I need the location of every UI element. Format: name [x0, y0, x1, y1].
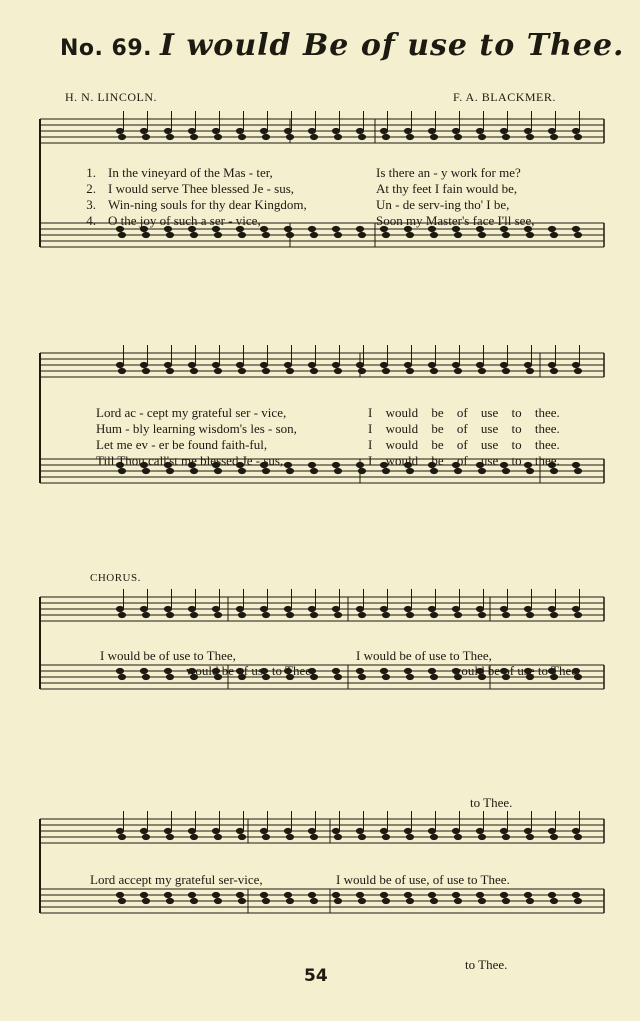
note-head: [572, 362, 579, 367]
note-head: [502, 134, 509, 139]
note-head: [574, 368, 581, 373]
note-head: [334, 232, 341, 237]
note-head: [548, 362, 555, 367]
lyricist-credit: H. N. LINCOLN.: [65, 90, 157, 104]
note-head: [500, 828, 507, 833]
note-head: [478, 232, 485, 237]
note-head: [358, 468, 365, 473]
note-head: [286, 232, 293, 237]
note-head: [190, 368, 197, 373]
note-head: [284, 128, 291, 133]
note-head: [212, 362, 219, 367]
note-head: [572, 462, 579, 467]
chorus-line-a1: I would be of use to Thee,: [100, 648, 236, 663]
note-head: [356, 462, 363, 467]
note-head: [140, 828, 147, 833]
note-head: [310, 134, 317, 139]
note-head: [430, 134, 437, 139]
note-head: [334, 612, 341, 617]
note-head: [142, 468, 149, 473]
note-head: [406, 612, 413, 617]
note-head: [214, 612, 221, 617]
note-head: [190, 898, 197, 903]
note-head: [334, 834, 341, 839]
note-head: [190, 612, 197, 617]
note-head: [308, 128, 315, 133]
note-head: [262, 834, 269, 839]
note-head: [188, 828, 195, 833]
note-head: [550, 134, 557, 139]
note-head: [214, 232, 221, 237]
note-head: [406, 898, 413, 903]
note-head: [214, 898, 221, 903]
note-head: [142, 834, 149, 839]
note-head: [430, 674, 437, 679]
chorus-final-line-1: Lord accept my grateful ser-vice,: [90, 872, 263, 887]
page-number: 54: [304, 966, 328, 986]
note-head: [166, 898, 173, 903]
note-head: [478, 834, 485, 839]
chorus-label: CHORUS.: [90, 572, 141, 584]
note-head: [116, 892, 123, 897]
note-head: [524, 892, 531, 897]
note-head: [454, 232, 461, 237]
note-head: [334, 468, 341, 473]
note-head: [284, 362, 291, 367]
note-head: [284, 226, 291, 231]
verse-4-line-2: Soon my Master's face I'll see,: [376, 213, 535, 228]
note-head: [526, 134, 533, 139]
note-head: [310, 898, 317, 903]
to-thee-lower: to Thee.: [465, 957, 508, 972]
note-head: [262, 468, 269, 473]
hymn-number: No. 69.: [60, 36, 153, 61]
note-head: [454, 468, 461, 473]
note-head: [188, 892, 195, 897]
note-head: [382, 368, 389, 373]
note-head: [308, 828, 315, 833]
note-head: [142, 898, 149, 903]
note-head: [310, 834, 317, 839]
note-head: [526, 612, 533, 617]
note-head: [356, 828, 363, 833]
note-head: [452, 128, 459, 133]
note-head: [334, 898, 341, 903]
note-head: [238, 134, 245, 139]
note-head: [356, 226, 363, 231]
note-head: [382, 898, 389, 903]
note-head: [286, 468, 293, 473]
verse-1-line-1: 1. In the vineyard of the Mas - ter,: [86, 165, 273, 180]
note-head: [502, 368, 509, 373]
note-head: [332, 362, 339, 367]
note-head: [164, 362, 171, 367]
note-head: [478, 368, 485, 373]
note-head: [430, 368, 437, 373]
note-head: [550, 834, 557, 839]
verse-3-line-3: Let me ev - er be found faith-ful,: [96, 437, 268, 452]
note-head: [478, 898, 485, 903]
verse-2-line-4: I would be of use to thee.: [368, 421, 560, 436]
note-head: [404, 362, 411, 367]
note-head: [478, 612, 485, 617]
note-head: [238, 612, 245, 617]
note-head: [140, 128, 147, 133]
note-head: [118, 232, 125, 237]
note-head: [500, 362, 507, 367]
note-head: [260, 828, 267, 833]
note-head: [164, 828, 171, 833]
note-head: [428, 606, 435, 611]
note-head: [212, 128, 219, 133]
note-head: [382, 468, 389, 473]
note-head: [166, 232, 173, 237]
note-head: [140, 668, 147, 673]
note-head: [284, 892, 291, 897]
note-head: [574, 612, 581, 617]
note-head: [284, 462, 291, 467]
note-head: [406, 368, 413, 373]
note-head: [380, 668, 387, 673]
note-head: [500, 128, 507, 133]
note-head: [286, 612, 293, 617]
note-head: [380, 128, 387, 133]
note-head: [382, 232, 389, 237]
note-head: [548, 226, 555, 231]
note-head: [260, 128, 267, 133]
note-head: [574, 898, 581, 903]
note-head: [284, 828, 291, 833]
note-head: [502, 468, 509, 473]
note-head: [548, 828, 555, 833]
note-head: [502, 898, 509, 903]
note-head: [380, 828, 387, 833]
note-head: [356, 362, 363, 367]
note-head: [334, 674, 341, 679]
chorus-line-b1: I would be of use to Thee,: [356, 648, 492, 663]
composer-credit: F. A. BLACKMER.: [453, 90, 556, 104]
note-head: [310, 468, 317, 473]
note-head: [212, 892, 219, 897]
note-head: [142, 674, 149, 679]
note-head: [478, 134, 485, 139]
note-head: [526, 232, 533, 237]
verse-1-line-4: I would be of use to thee.: [368, 405, 560, 420]
chorus-final-line-2: I would be of use, of use to Thee.: [336, 872, 510, 887]
note-head: [236, 892, 243, 897]
note-head: [356, 668, 363, 673]
note-head: [454, 368, 461, 373]
note-head: [550, 898, 557, 903]
note-head: [188, 128, 195, 133]
note-head: [332, 668, 339, 673]
note-head: [164, 128, 171, 133]
note-head: [380, 362, 387, 367]
note-head: [166, 134, 173, 139]
note-head: [164, 892, 171, 897]
note-head: [550, 468, 557, 473]
note-head: [212, 606, 219, 611]
note-head: [142, 368, 149, 373]
note-head: [404, 892, 411, 897]
note-head: [574, 834, 581, 839]
note-head: [116, 668, 123, 673]
note-head: [238, 368, 245, 373]
note-head: [428, 668, 435, 673]
note-head: [406, 134, 413, 139]
note-head: [452, 362, 459, 367]
note-head: [260, 606, 267, 611]
note-head: [382, 134, 389, 139]
verse-4-line-1: 4. O the joy of such a ser - vice,: [86, 213, 261, 228]
note-head: [308, 226, 315, 231]
note-head: [116, 828, 123, 833]
note-head: [260, 362, 267, 367]
verse-3-line-2: Un - de serv-ing tho' I be,: [376, 197, 510, 212]
note-head: [404, 128, 411, 133]
note-head: [430, 834, 437, 839]
note-head: [214, 134, 221, 139]
note-head: [454, 134, 461, 139]
note-head: [166, 612, 173, 617]
note-head: [572, 128, 579, 133]
note-head: [452, 606, 459, 611]
note-head: [550, 232, 557, 237]
note-head: [548, 128, 555, 133]
note-head: [140, 362, 147, 367]
note-head: [212, 828, 219, 833]
note-head: [140, 892, 147, 897]
note-head: [454, 898, 461, 903]
note-head: [260, 226, 267, 231]
note-head: [332, 892, 339, 897]
note-head: [118, 368, 125, 373]
to-thee-upper: to Thee.: [470, 795, 513, 810]
note-head: [236, 362, 243, 367]
note-head: [286, 898, 293, 903]
note-head: [406, 674, 413, 679]
note-head: [380, 606, 387, 611]
note-head: [260, 892, 267, 897]
note-head: [332, 128, 339, 133]
note-head: [310, 368, 317, 373]
note-head: [356, 892, 363, 897]
note-head: [548, 606, 555, 611]
note-head: [118, 612, 125, 617]
note-head: [308, 362, 315, 367]
note-head: [382, 612, 389, 617]
note-head: [166, 468, 173, 473]
note-head: [550, 612, 557, 617]
note-head: [358, 368, 365, 373]
note-head: [236, 128, 243, 133]
note-head: [332, 828, 339, 833]
verse-4-line-3: Till Thou call'st me blessed Je - sus,: [96, 453, 284, 468]
note-head: [142, 134, 149, 139]
note-head: [332, 226, 339, 231]
note-head: [358, 134, 365, 139]
note-head: [382, 834, 389, 839]
note-head: [332, 462, 339, 467]
note-head: [358, 612, 365, 617]
note-head: [166, 834, 173, 839]
note-head: [478, 468, 485, 473]
note-head: [500, 606, 507, 611]
note-head: [332, 606, 339, 611]
note-head: [404, 606, 411, 611]
note-head: [404, 828, 411, 833]
note-head: [262, 612, 269, 617]
note-head: [238, 898, 245, 903]
note-head: [454, 612, 461, 617]
note-head: [406, 468, 413, 473]
note-head: [380, 892, 387, 897]
verse-2-line-2: At thy feet I fain would be,: [376, 181, 518, 196]
note-head: [382, 674, 389, 679]
note-head: [526, 368, 533, 373]
note-head: [572, 226, 579, 231]
verse-2-line-1: 2. I would serve Thee blessed Je - sus,: [86, 181, 295, 196]
note-head: [190, 834, 197, 839]
note-head: [142, 612, 149, 617]
note-head: [190, 232, 197, 237]
note-head: [214, 468, 221, 473]
note-head: [142, 232, 149, 237]
note-head: [334, 134, 341, 139]
note-head: [524, 828, 531, 833]
note-head: [524, 362, 531, 367]
note-head: [358, 898, 365, 903]
note-head: [140, 606, 147, 611]
note-head: [310, 612, 317, 617]
note-head: [286, 134, 293, 139]
note-head: [572, 606, 579, 611]
note-head: [236, 606, 243, 611]
verse-2-line-3: Hum - bly learning wisdom's les - son,: [96, 421, 297, 436]
note-head: [214, 368, 221, 373]
note-head: [262, 898, 269, 903]
verse-3-line-1: 3. Win-ning souls for thy dear Kingdom,: [86, 197, 307, 212]
note-head: [214, 834, 221, 839]
note-head: [188, 606, 195, 611]
note-head: [190, 134, 197, 139]
note-head: [430, 468, 437, 473]
note-head: [238, 232, 245, 237]
note-head: [476, 892, 483, 897]
note-head: [308, 606, 315, 611]
note-head: [524, 606, 531, 611]
note-head: [358, 834, 365, 839]
verse-1-line-2: Is there an - y work for me?: [376, 165, 521, 180]
note-head: [238, 834, 245, 839]
note-head: [118, 834, 125, 839]
note-head: [428, 892, 435, 897]
chorus-line-b2: would be of use to Thee,: [452, 663, 581, 678]
note-head: [188, 362, 195, 367]
note-head: [502, 232, 509, 237]
note-head: [476, 606, 483, 611]
note-head: [550, 368, 557, 373]
note-head: [286, 834, 293, 839]
note-head: [118, 898, 125, 903]
note-head: [526, 468, 533, 473]
note-head: [262, 134, 269, 139]
note-head: [118, 468, 125, 473]
note-head: [526, 834, 533, 839]
note-head: [524, 128, 531, 133]
note-head: [430, 612, 437, 617]
note-head: [454, 834, 461, 839]
note-head: [356, 128, 363, 133]
note-head: [308, 462, 315, 467]
note-head: [190, 468, 197, 473]
note-head: [164, 606, 171, 611]
note-head: [526, 898, 533, 903]
note-head: [166, 674, 173, 679]
note-head: [164, 668, 171, 673]
note-head: [574, 468, 581, 473]
note-head: [308, 892, 315, 897]
note-head: [476, 128, 483, 133]
note-head: [236, 828, 243, 833]
hymn-title: I would Be of use to Thee.: [160, 28, 625, 63]
note-head: [572, 892, 579, 897]
note-head: [574, 232, 581, 237]
note-head: [284, 606, 291, 611]
note-head: [452, 892, 459, 897]
note-head: [356, 606, 363, 611]
note-head: [428, 828, 435, 833]
note-head: [452, 828, 459, 833]
note-head: [238, 468, 245, 473]
note-head: [476, 828, 483, 833]
note-head: [116, 606, 123, 611]
note-head: [262, 368, 269, 373]
note-head: [404, 668, 411, 673]
note-head: [572, 828, 579, 833]
verse-1-line-3: Lord ac - cept my grateful ser - vice,: [96, 405, 287, 420]
note-head: [334, 368, 341, 373]
note-head: [286, 368, 293, 373]
note-head: [476, 362, 483, 367]
chorus-line-a2: would be of use to Thee,: [186, 663, 315, 678]
note-head: [118, 674, 125, 679]
note-head: [574, 134, 581, 139]
note-head: [502, 834, 509, 839]
note-head: [358, 232, 365, 237]
note-head: [430, 232, 437, 237]
note-head: [310, 232, 317, 237]
note-head: [500, 892, 507, 897]
note-head: [502, 612, 509, 617]
note-head: [406, 232, 413, 237]
note-head: [358, 674, 365, 679]
note-head: [428, 128, 435, 133]
note-head: [430, 898, 437, 903]
note-head: [406, 834, 413, 839]
verse-3-line-4: I would be of use to thee.: [368, 437, 560, 452]
note-head: [262, 232, 269, 237]
note-head: [428, 362, 435, 367]
note-head: [548, 892, 555, 897]
note-head: [166, 368, 173, 373]
note-head: [116, 362, 123, 367]
verse-4-line-4: I would be of use to thee.: [368, 453, 560, 468]
note-head: [118, 134, 125, 139]
note-head: [116, 128, 123, 133]
